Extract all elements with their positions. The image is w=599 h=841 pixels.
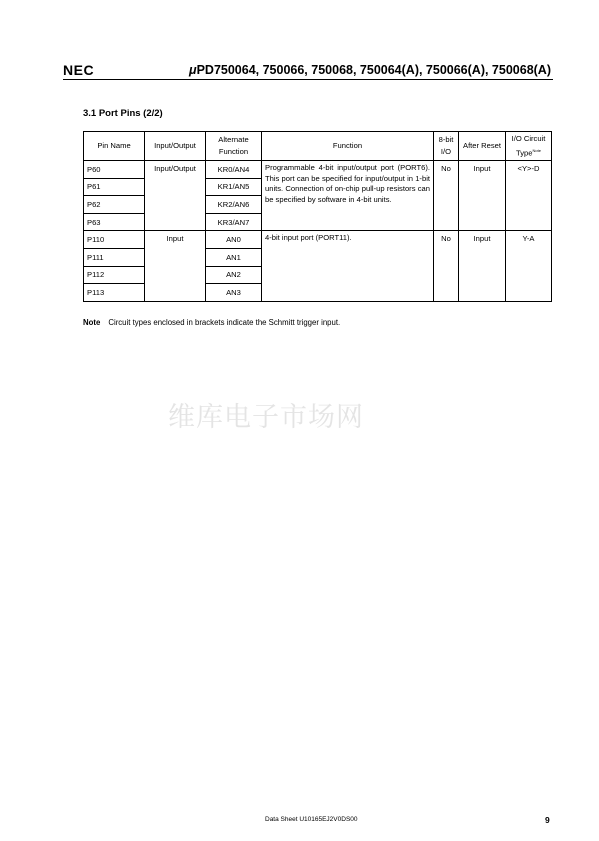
section-title: 3.1 Port Pins (2/2) [83,108,163,119]
header-alt-line1: Alternate [218,135,249,144]
page-number: 9 [545,815,550,825]
header-circuit-line2: Type [516,148,533,158]
header-rule [63,79,553,80]
alternate-cell: KR1/AN5 [206,178,262,196]
title-mu: μ [189,63,197,77]
pin-name-cell: P113 [84,284,145,302]
page-header [63,62,553,78]
header-8bit-line1: 8-bit [438,135,454,144]
pin-name-cell: P111 [84,248,145,266]
port-pins-table [83,131,552,302]
8bit-io-cell: No [434,231,459,301]
table-row [84,231,552,249]
table-row [84,161,552,179]
pin-name-cell: P112 [84,266,145,284]
nec-logo: NEC [63,62,95,78]
circuit-type-cell: Y-A [506,231,552,301]
function-cell: 4-bit input port (PORT11). [262,231,434,301]
header-io-circuit-type [506,132,552,161]
note-label: Note [83,318,101,327]
document-title [189,63,551,77]
alternate-cell: AN2 [206,266,262,284]
header-alternate-function [206,132,262,161]
pin-name-cell: P63 [84,213,145,231]
function-cell: Programmable 4-bit input/output port (PORT6). This port can be specified for input/output in 1-bit units. Connection of on-chip pull-up resistors can be specified by software in 4-bit units. [262,161,434,231]
header-8bit-line2: I/O [440,147,452,156]
footer-doc-id: Data Sheet U10165EJ2V0DS00 [265,816,358,823]
header-circuit-note: Note [532,147,541,153]
pin-name-cell: P62 [84,196,145,214]
header-circuit-line1: I/O Circuit [511,133,546,143]
header-function: Function [262,132,434,161]
header-pin-name: Pin Name [84,132,145,161]
alternate-cell: AN0 [206,231,262,249]
alternate-cell: KR0/AN4 [206,161,262,179]
after-reset-cell: Input [459,231,506,301]
header-after-reset: After Reset [459,132,506,161]
watermark: 维库电子市场网 [168,402,364,433]
header-alt-line2: Function [218,147,249,156]
alternate-cell: KR3/AN7 [206,213,262,231]
header-input-output: Input/Output [145,132,206,161]
alternate-cell: AN1 [206,248,262,266]
pin-name-cell: P110 [84,231,145,249]
pin-name-cell: P60 [84,161,145,179]
table-note [83,318,340,327]
io-cell: Input [145,231,206,301]
title-part-numbers: PD750064, 750066, 750068, 750064(A), 750066(A), 750068(A) [196,63,551,77]
note-text: Circuit types enclosed in brackets indicate the Schmitt trigger input. [108,318,341,327]
alternate-cell: AN3 [206,284,262,302]
io-cell: Input/Output [145,161,206,231]
circuit-type-cell: <Y>-D [506,161,552,231]
8bit-io-cell: No [434,161,459,231]
pin-name-cell: P61 [84,178,145,196]
alternate-cell: KR2/AN6 [206,196,262,214]
header-8bit-io [434,132,459,161]
after-reset-cell: Input [459,161,506,231]
table-header-row [84,132,552,161]
